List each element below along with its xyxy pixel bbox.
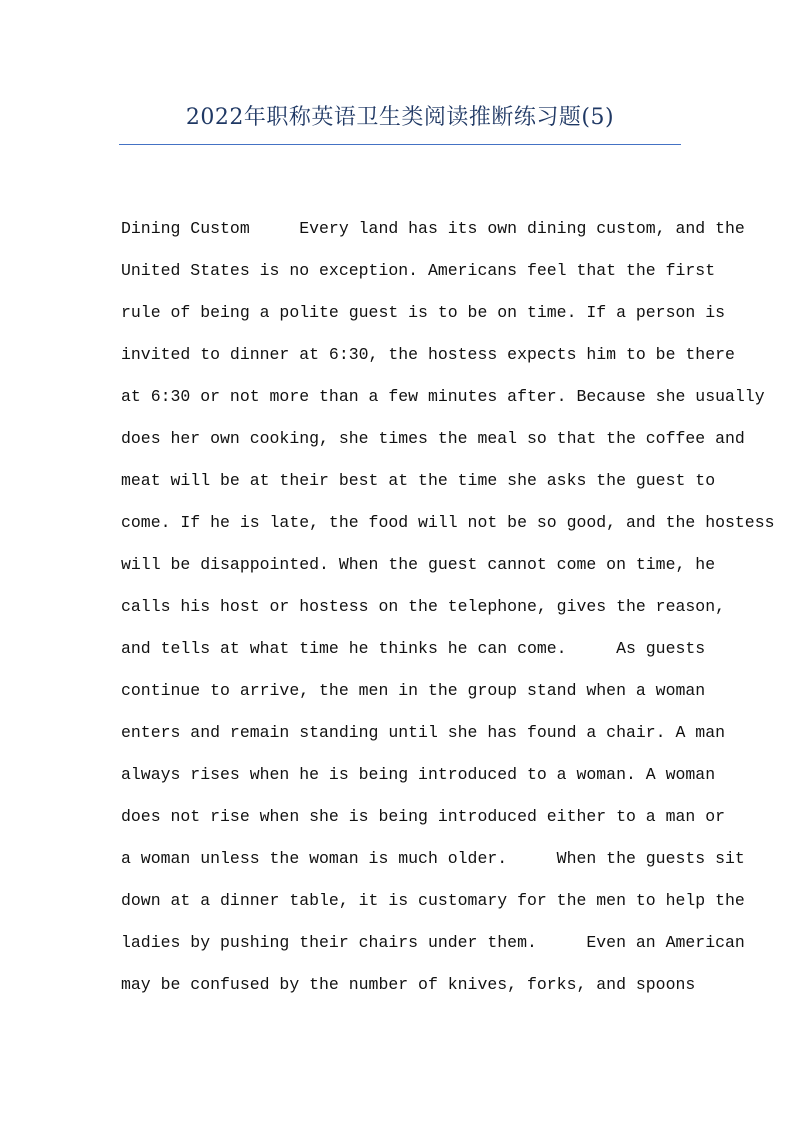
text-line: does not rise when she is being introduced either to a man or: [121, 807, 725, 826]
text-line: meat will be at their best at the time she asks the guest to: [121, 471, 716, 490]
text-line: a woman unless the woman is much older. When the guests sit: [121, 849, 745, 868]
text-line: always rises when he is being introduced to a woman. A woman: [121, 765, 716, 784]
text-line: United States is no exception. Americans feel that the first: [121, 261, 716, 280]
title-divider: [119, 144, 681, 145]
body-text: [121, 208, 775, 1006]
text-line: rule of being a polite guest is to be on time. If a person is: [121, 303, 725, 322]
text-line: at 6:30 or not more than a few minutes after. Because she usually: [121, 387, 765, 406]
text-line: continue to arrive, the men in the group stand when a woman: [121, 681, 706, 700]
document-title: 2022年职称英语卫生类阅读推断练习题(5): [185, 105, 615, 130]
text-line: may be confused by the number of knives, forks, and spoons: [121, 975, 696, 994]
text-line: Dining Custom Every land has its own dining custom, and the: [121, 219, 745, 238]
text-line: invited to dinner at 6:30, the hostess expects him to be there: [121, 345, 735, 364]
text-line: come. If he is late, the food will not be so good, and the hostess: [121, 513, 775, 532]
text-line: will be disappointed. When the guest cannot come on time, he: [121, 555, 716, 574]
text-line: and tells at what time he thinks he can come. As guests: [121, 639, 706, 658]
text-line: enters and remain standing until she has found a chair. A man: [121, 723, 725, 742]
text-line: ladies by pushing their chairs under them. Even an American: [121, 933, 745, 952]
text-line: calls his host or hostess on the telephone, gives the reason,: [121, 597, 725, 616]
text-line: does her own cooking, she times the meal so that the coffee and: [121, 429, 745, 448]
text-line: down at a dinner table, it is customary for the men to help the: [121, 891, 745, 910]
